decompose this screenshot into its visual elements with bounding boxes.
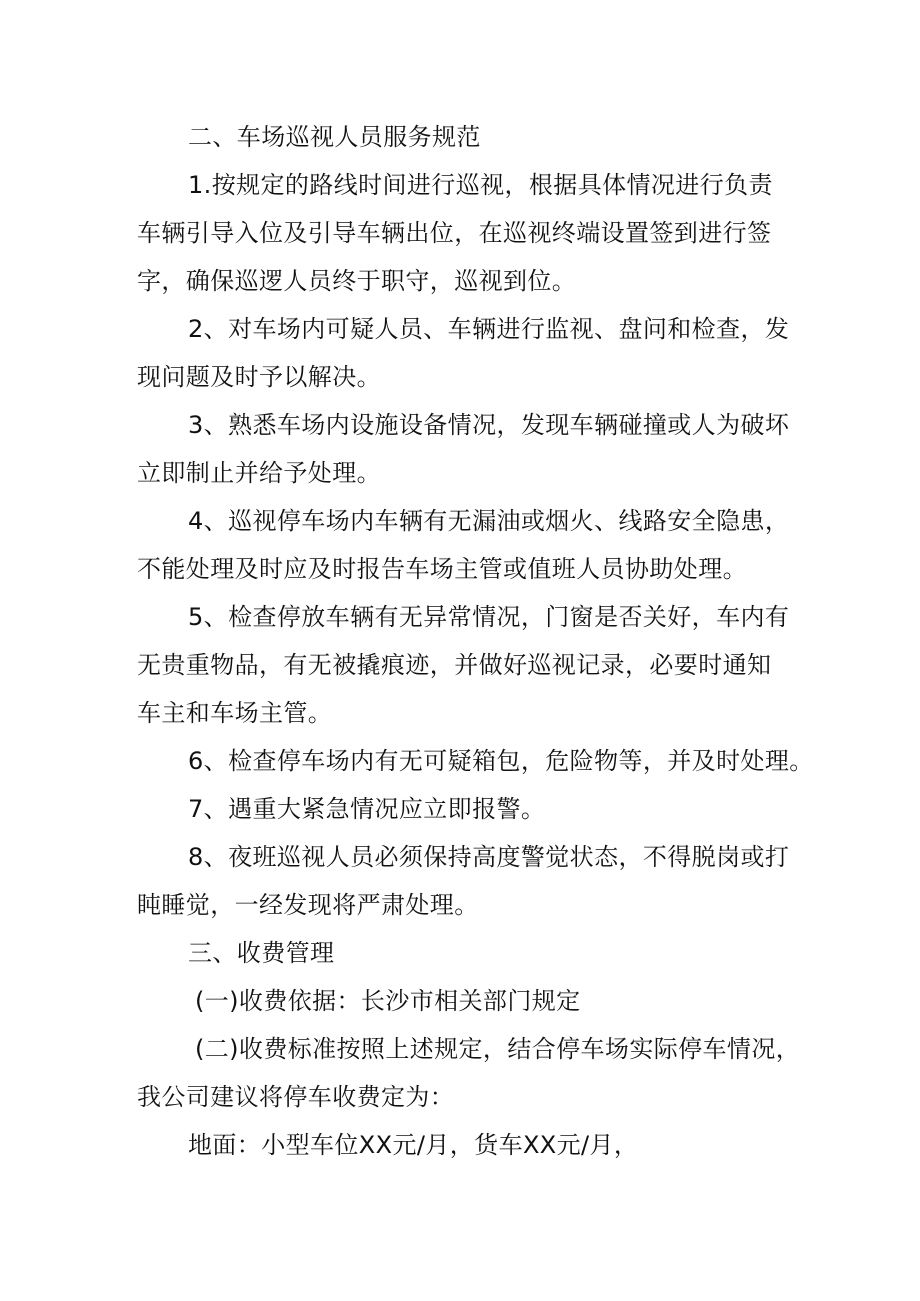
item-8-line-2: 盹睡觉，一经发现将严肃处理。 bbox=[137, 891, 479, 919]
item-5-line-3: 车主和车场主管。 bbox=[137, 699, 333, 727]
item-3-line-1: 3、熟悉车场内设施设备情况，发现车辆碰撞或人为破坏 bbox=[188, 411, 790, 439]
item-8-line-1: 8、夜班巡视人员必须保持高度警觉状态，不得脱岗或打 bbox=[188, 843, 790, 871]
item-3-line-2: 立即制止并给予处理。 bbox=[137, 459, 381, 487]
fee-standard-line-2: 我公司建议将停车收费定为： bbox=[137, 1083, 455, 1111]
item-1-line-2: 车辆引导入位及引导车辆出位，在巡视终端设置签到进行签 bbox=[137, 219, 772, 247]
item-4-line-1: 4、巡视停车场内车辆有无漏油或烟火、线路安全隐患， bbox=[188, 507, 790, 535]
item-6-line-1: 6、检查停车场内有无可疑箱包，危险物等，并及时处理。 bbox=[188, 747, 814, 775]
item-5-line-1: 5、检查停放车辆有无异常情况，门窗是否关好，车内有 bbox=[188, 603, 790, 631]
item-4-line-2: 不能处理及时应及时报告车场主管或值班人员协助处理。 bbox=[137, 555, 747, 583]
fee-standard-line-1: (二)收费标准按照上述规定，结合停车场实际停车情况， bbox=[195, 1035, 801, 1063]
fee-ground: 地面：小型车位XX元/月，货车XX元/月， bbox=[188, 1131, 639, 1159]
item-1-line-3: 字，确保巡逻人员终于职守，巡视到位。 bbox=[137, 267, 577, 295]
item-2-line-1: 2、对车场内可疑人员、车辆进行监视、盘问和检查，发 bbox=[188, 315, 790, 343]
section-2-heading: 二、车场巡视人员服务规范 bbox=[188, 123, 481, 151]
item-5-line-2: 无贵重物品，有无被撬痕迹，并做好巡视记录，必要时通知 bbox=[137, 651, 772, 679]
section-3-heading: 三、收费管理 bbox=[188, 939, 335, 967]
item-2-line-2: 现问题及时予以解决。 bbox=[137, 363, 381, 391]
fee-basis: (一)收费依据：长沙市相关部门规定 bbox=[195, 987, 581, 1015]
item-1-line-1: 1.按规定的路线时间进行巡视，根据具体情况进行负责 bbox=[188, 171, 773, 199]
item-7-line-1: 7、遇重大紧急情况应立即报警。 bbox=[188, 795, 546, 823]
